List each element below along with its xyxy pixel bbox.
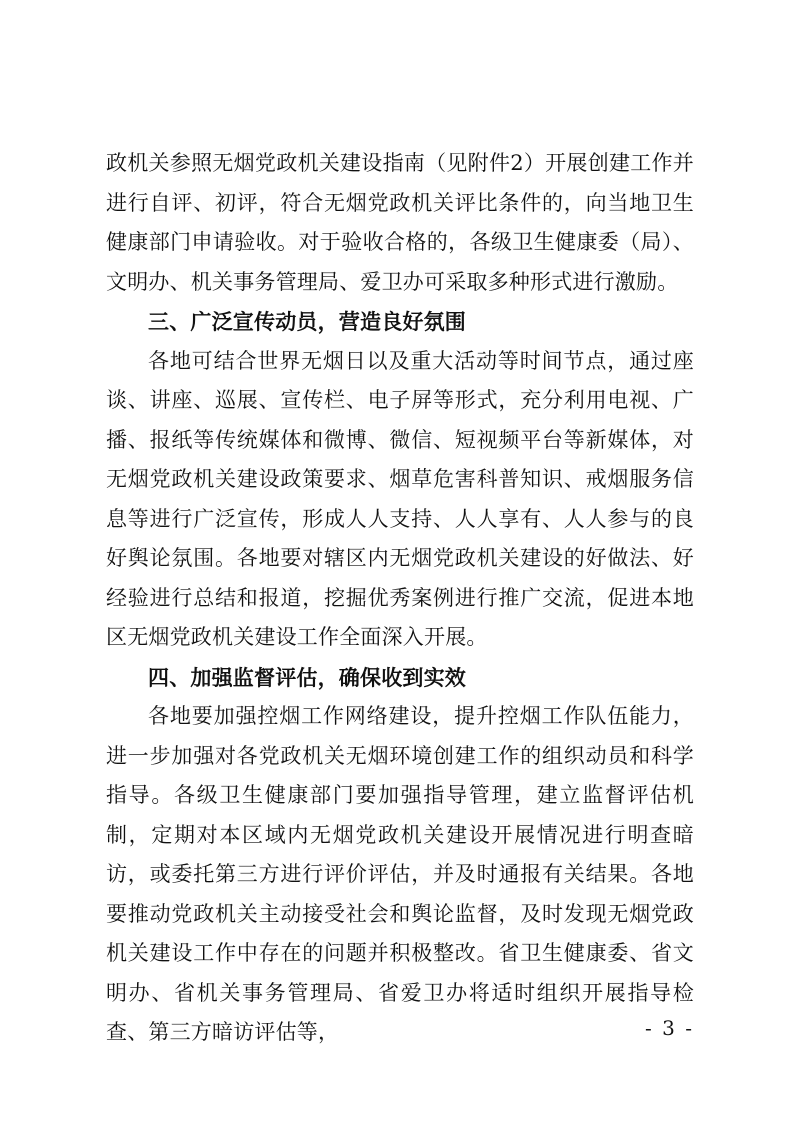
paragraph-section-4: 各地要加强控烟工作网络建设，提升控烟工作队伍能力，进一步加强对各党政机关无烟环境创建工作的组织动员和科学指导。各级卫生健康部门要加强指导管理，建立监督评估机制，定期对本区域内无烟党政机关建设开展情况进行明查暗访，或委托第三方进行评价评估，并及时通报有关结果。各地要推动党政机关主动接受社会和舆论监督，及时发现无烟党政机关建设工作中存在的问题并积极整改。省卫生健康委、省文明办、省机关事务管理局、省爱卫办将适时组织开展指导检查、第三方暗访评估等， bbox=[106, 704, 694, 1044]
paragraph-intro-continuation: 政机关参照无烟党政机关建设指南（见附件2）开展创建工作并进行自评、初评，符合无烟党政机关评比条件的，向当地卫生健康部门申请验收。对于验收合格的，各级卫生健康委（局）、文明办、机关事务管理局、爱卫办可采取多种形式进行激励。 bbox=[106, 151, 694, 294]
section-heading-4: 四、加强监督评估，确保收到实效 bbox=[148, 664, 466, 690]
section-heading-3: 三、广泛宣传动员，营造良好氛围 bbox=[148, 309, 466, 334]
document-body bbox=[106, 144, 694, 1053]
paragraph-section-3: 各地可结合世界无烟日以及重大活动等时间节点，通过座谈、讲座、巡展、宣传栏、电子屏等形式，充分利用电视、广播、报纸等传统媒体和微博、微信、短视频平台等新媒体，对无烟党政机关建设政策要求、烟草危害科普知识、戒烟服务信息等进行广泛宣传，形成人人支持、人人享有、人人参与的良好舆论氛围。各地要对辖区内无烟党政机关建设的好做法、好经验进行总结和报道，挖掘优秀案例进行推广交流，促进本地区无烟党政机关建设工作全面深入开展。 bbox=[106, 348, 694, 649]
page-number: - 3 - bbox=[645, 1016, 694, 1040]
